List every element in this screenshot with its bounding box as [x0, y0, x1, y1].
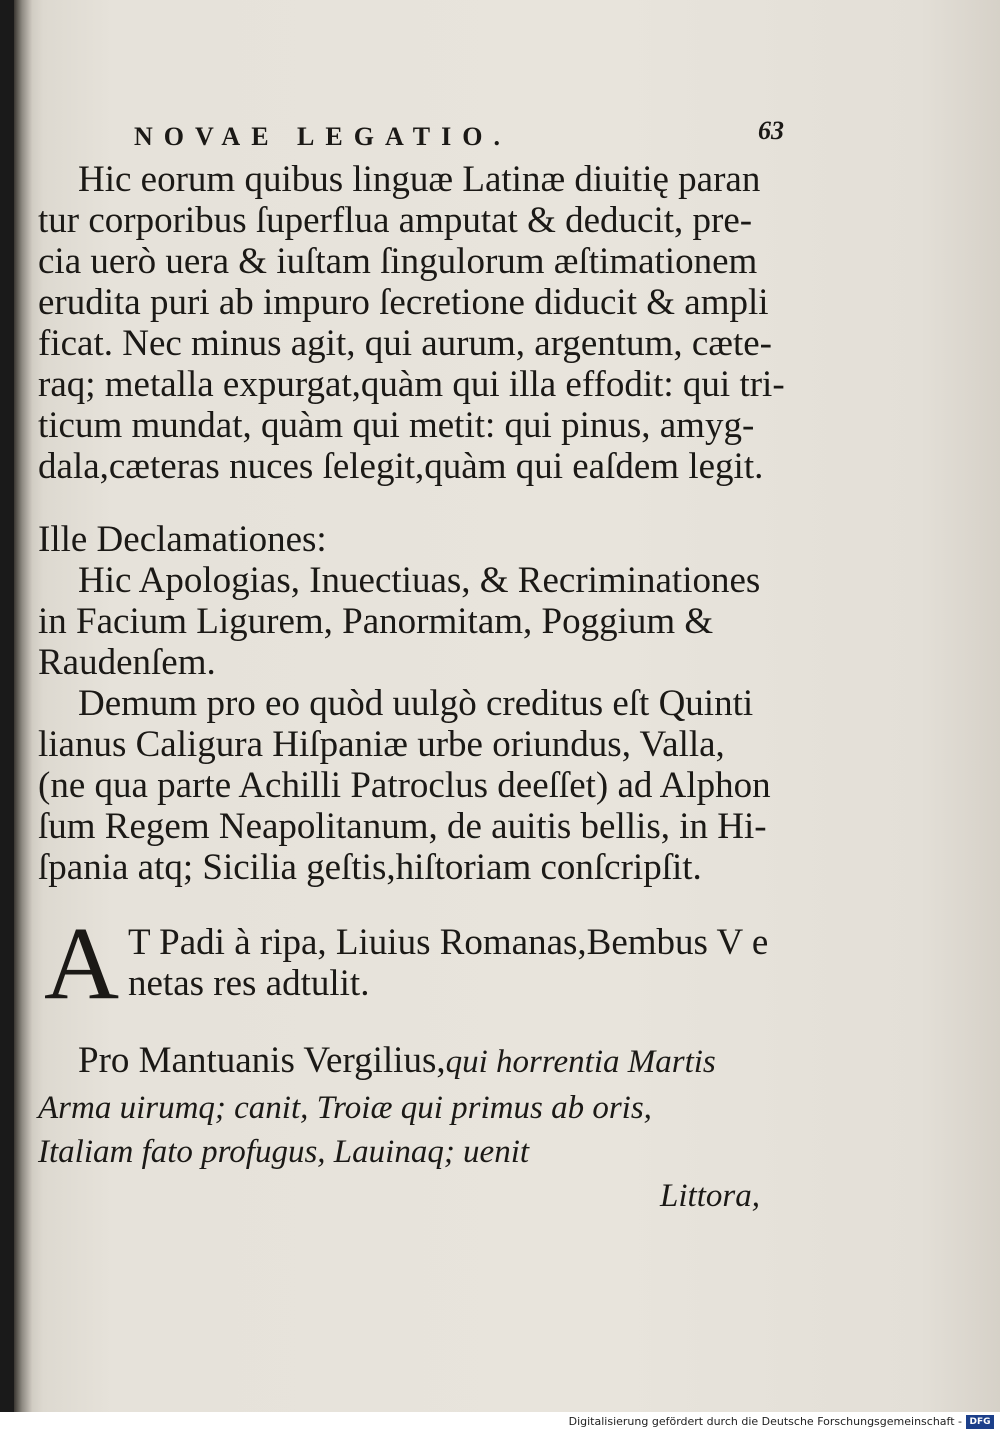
- text-line: cia uerò uera & iuſtam ſingulorum æſtimationem: [38, 241, 758, 282]
- page-number: 63: [758, 116, 784, 145]
- text-line: Hic Apologias, Inuectiuas, & Recriminationes: [78, 560, 761, 601]
- text-line: ſpania atq; Sicilia geſtis,hiſtoriam conſcripſit.: [38, 847, 702, 888]
- text-line: T Padi à ripa, Liuius Romanas,Bembus V e: [128, 922, 769, 963]
- text-line: Hic eorum quibus linguæ Latinæ diuitię paran: [78, 159, 761, 200]
- running-title: NOVAE LEGATIO.: [134, 122, 511, 151]
- text-block: [24, 0, 784, 1412]
- footer-bar: [0, 1412, 1000, 1433]
- text-line: in Facium Ligurem, Panormitam, Poggium &: [38, 601, 714, 642]
- text-line: [78, 1041, 716, 1081]
- text-line: Ille Declamationes:: [38, 519, 327, 560]
- text-line: (ne qua parte Achilli Patroclus deeſſet) ad Alphon: [38, 765, 771, 806]
- text-line: lianus Caligura Hiſpaniæ urbe oriundus, Valla,: [38, 724, 725, 765]
- text-line: ſum Regem Neapolitanum, de auitis bellis, in Hi-: [38, 806, 767, 847]
- text-line: ficat. Nec minus agit, qui aurum, argentum, cæte-: [38, 323, 772, 364]
- verse-line: Italiam fato profugus, Lauinaq; uenit: [38, 1134, 530, 1170]
- running-head: [134, 116, 784, 156]
- dfg-logo: DFG: [966, 1415, 994, 1429]
- text-line: tur corporibus ſuperflua amputat & deducit, pre-: [38, 200, 753, 241]
- catchword: Littora,: [660, 1178, 760, 1214]
- text-line: raq; metalla expurgat,quàm qui illa effodit: qui tri-: [38, 364, 785, 405]
- text-line: ticum mundat, quàm qui metit: qui pinus, amyg-: [38, 405, 755, 446]
- text-line: netas res adtulit.: [128, 963, 370, 1004]
- text-line: dala,cæteras nuces ſelegit,quàm qui eaſdem legit.: [38, 446, 764, 487]
- text-line: Raudenſem.: [38, 642, 216, 683]
- verse-intro: Pro Mantuanis Vergilius,: [78, 1040, 446, 1081]
- verse-line: Arma uirumq; canit, Troiæ qui primus ab oris,: [38, 1090, 652, 1126]
- book-page: [14, 0, 1000, 1412]
- text-line: Demum pro eo quòd uulgò creditus eſt Quinti: [78, 683, 754, 724]
- drop-cap: A: [44, 906, 120, 1021]
- footer-credit: Digitalisierung gefördert durch die Deutsche Forschungsgemeinschaft -: [568, 1415, 962, 1428]
- text-line: erudita puri ab impuro ſecretione diducit & ampli: [38, 282, 769, 323]
- verse-quote: qui horrentia Martis: [445, 1044, 716, 1080]
